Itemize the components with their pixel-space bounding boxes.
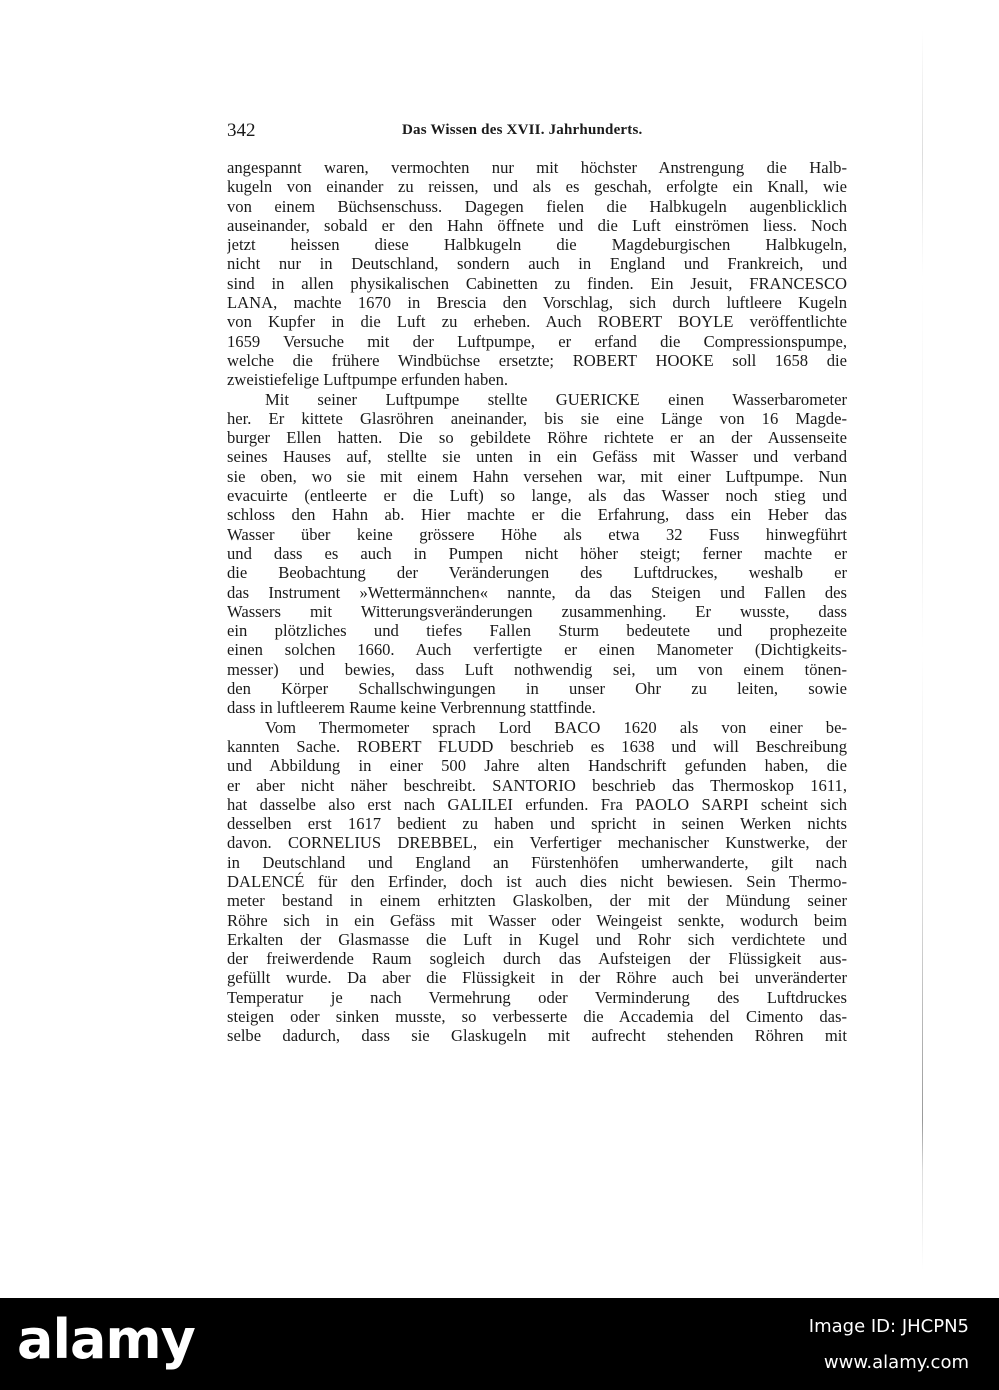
text-line: Mit seiner Luftpumpe stellte GUERICKE einen Wasserbarometer <box>265 389 847 409</box>
text-line: den Körper Schallschwingungen in unser Ohr zu leiten, sowie <box>227 679 847 699</box>
body-text <box>227 158 847 1046</box>
text-line: auseinander, sobald er den Hahn öffnete und die Luft einströmen liess. Noch <box>227 215 847 235</box>
text-line: Erkalten der Glasmasse die Luft in Kugel und Rohr sich verdichtete und <box>227 929 847 949</box>
text-line: welche die frühere Windbüchse ersetzte; ROBERT HOOKE soll 1658 die <box>227 350 847 370</box>
text-line: die Beobachtung der Veränderungen des Luftdruckes, weshalb er <box>227 563 847 583</box>
text-line: in Deutschland und England an Fürstenhöfen umherwanderte, gilt nach <box>227 852 847 872</box>
text-line: hat dasselbe also erst nach GALILEI erfunden. Fra PAOLO SARPI scheint sich <box>227 794 847 814</box>
text-line: selbe dadurch, dass sie Glaskugeln mit aufrecht stehenden Röhren mit <box>227 1026 847 1046</box>
text-line: er aber nicht näher beschreibt. SANTORIO beschrieb das Thermoskop 1611, <box>227 775 847 795</box>
text-line: Wasser über keine grössere Höhe als etwa 32 Fuss hinwegführt <box>227 524 847 544</box>
text-line: nicht nur in Deutschland, sondern auch in England und Frankreich, und <box>227 254 847 274</box>
text-line: kannten Sache. ROBERT FLUDD beschrieb es 1638 und will Beschreibung <box>227 736 847 756</box>
text-line: 1659 Versuche mit der Luftpumpe, er erfand die Compressionspumpe, <box>227 331 847 351</box>
text-line: DALENCÉ für den Erfinder, doch ist auch dies nicht bewiesen. Sein Thermo- <box>227 871 847 891</box>
text-line: Temperatur je nach Vermehrung oder Verminderung des Luftdruckes <box>227 987 847 1007</box>
page-header <box>227 120 847 148</box>
text-line: meter bestand in einem erhitzten Glaskolben, der mit der Mündung seiner <box>227 891 847 911</box>
text-line: kugeln von einander zu reissen, und als es geschah, erfolgte ein Knall, wie <box>227 177 847 197</box>
text-line: Wassers mit Witterungsveränderungen zusammenhing. Er wusste, dass <box>227 601 847 621</box>
text-line: steigen oder sinken musste, so verbesserte die Accademia del Cimento das- <box>227 1007 847 1027</box>
text-line: burger Ellen hatten. Die so gebildete Röhre richtete er an der Aussenseite <box>227 428 847 448</box>
text-line: gefüllt wurde. Da aber die Flüssigkeit in der Röhre auch bei unveränderter <box>227 968 847 988</box>
text-line: einen solchen 1660. Auch verfertigte er einen Manometer (Dichtigkeits- <box>227 640 847 660</box>
running-title: Das Wissen des XVII. Jahrhunderts. <box>402 122 643 138</box>
text-line: LANA, machte 1670 in Brescia den Vorschlag, sich durch luftleere Kugeln <box>227 293 847 313</box>
text-line: zweistiefelige Luftpumpe erfunden haben. <box>227 370 509 390</box>
image-id-label: Image ID: JHCPN5 <box>808 1316 969 1337</box>
scan-edge-line <box>922 30 923 1270</box>
text-line: jetzt heissen diese Halbkugeln die Magdeburgischen Halbkugeln, <box>227 235 847 255</box>
text-line: schloss den Hahn ab. Hier machte er die Erfahrung, dass ein Heber das <box>227 505 847 525</box>
text-line: ein plötzliches und tiefes Fallen Sturm bedeutete und prophezeite <box>227 621 847 641</box>
text-line: dass in luftleerem Raume keine Verbrennung stattfinde. <box>227 698 596 718</box>
text-line: und dass es auch in Pumpen nicht höher steigt; ferner machte er <box>227 543 847 563</box>
text-line: her. Er kittete Glasröhren aneinander, bis sie eine Länge von 16 Magde- <box>227 408 847 428</box>
text-line: evacuirte (entleerte er die Luft) so lange, als das Wasser noch stieg und <box>227 486 847 506</box>
text-line: von Kupfer in die Luft zu erheben. Auch ROBERT BOYLE veröffentlichte <box>227 312 847 332</box>
text-line: Röhre sich in ein Gefäss mit Wasser oder Weingeist senkte, wodurch beim <box>227 910 847 930</box>
site-url-label: www.alamy.com <box>823 1352 969 1373</box>
watermark-banner <box>0 1298 999 1390</box>
text-line: Vom Thermometer sprach Lord BACO 1620 als von einer be- <box>265 717 847 737</box>
text-line: angespannt waren, vermochten nur mit höchster Anstrengung die Halb- <box>227 158 847 177</box>
text-line: seines Hauses auf, stellte sie unten in ein Gefäss mit Wasser und verband <box>227 447 847 467</box>
alamy-logo: alamy <box>17 1308 195 1371</box>
text-line: sind in allen physikalischen Cabinetten zu finden. Ein Jesuit, FRANCESCO <box>227 273 847 293</box>
text-line: das Instrument »Wettermännchen« nannte, da das Steigen und Fallen des <box>227 582 847 602</box>
text-line: desselben erst 1617 bedient zu haben und spricht in seinen Werken nichts <box>227 814 847 834</box>
text-line: messer) und bewies, dass Luft nothwendig sei, um von einem tönen- <box>227 659 847 679</box>
text-line: sie oben, wo sie mit einem Hahn versehen war, mit einer Luftpumpe. Nun <box>227 466 847 486</box>
text-line: davon. CORNELIUS DREBBEL, ein Verfertiger mechanischer Kunstwerke, der <box>227 833 847 853</box>
text-line: und Abbildung in einer 500 Jahre alten Handschrift gefunden haben, die <box>227 756 847 776</box>
page-number: 342 <box>227 120 256 141</box>
text-line: der freiwerdende Raum sogleich durch das Aufsteigen der Flüssigkeit aus- <box>227 949 847 969</box>
text-line: von einem Büchsenschuss. Dagegen fielen die Halbkugeln augenblicklich <box>227 196 847 216</box>
